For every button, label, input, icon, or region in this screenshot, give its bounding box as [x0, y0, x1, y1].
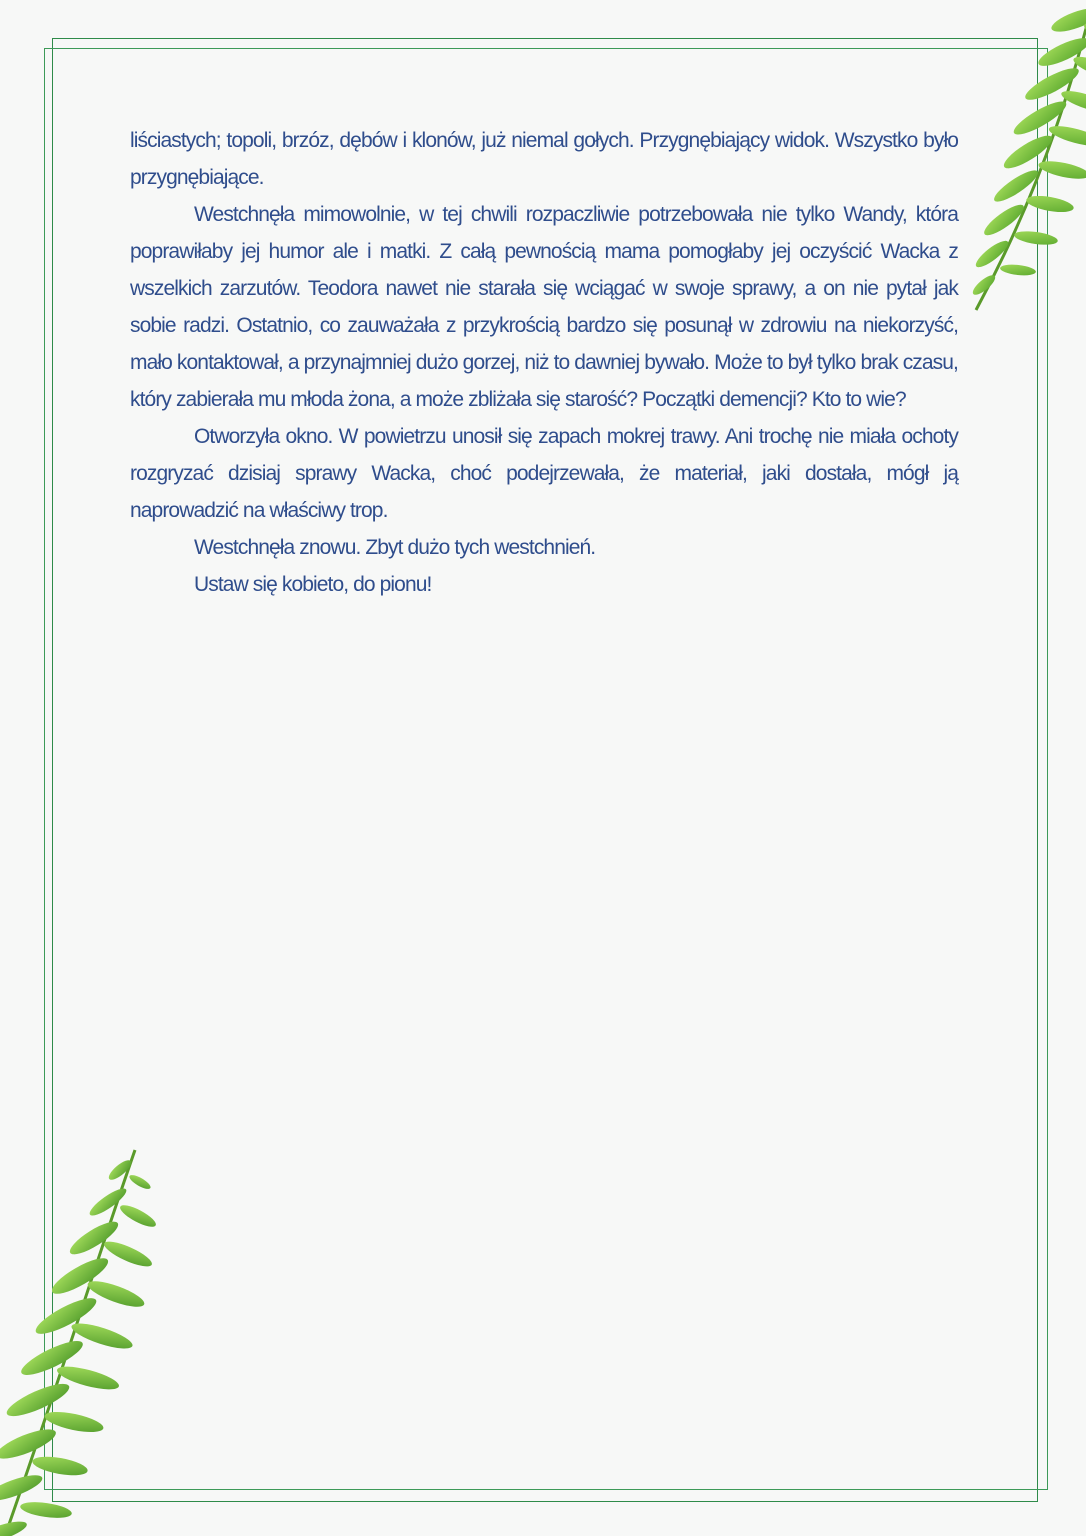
paragraph-2: Westchnęła mimowolnie, w tej chwili rozpaczliwie potrzebowała nie tylko Wandy, która poprawiłaby jej humor ale i matki. Z całą pewnością mama pomogłaby jej oczyścić Wacka z wszelkich zarzutów. Teodora nawet nie starała się wciągać w swoje sprawy, a on nie pytał jak sobie radzi. Ostatnio, co zauważała z przykrością bardzo się posunął w zdrowiu na niekorzyść, mało kontaktował, a przynajmniej dużo gorzej, niż to dawniej bywało. Może to był tylko brak czasu, który zabierała mu młoda żona, a może zbliżała się starość? Początki demencji? Kto to wie? — [130, 203, 958, 411]
story-text — [130, 122, 958, 603]
paragraph-3: Otworzyła okno. W powietrzu unosił się zapach mokrej trawy. Ani trochę nie miała ochoty rozgryzać dzisiaj sprawy Wacka, choć podejrzewała, że materiał, jaki dostała, mógł ją naprowadzić na właściwy trop. — [130, 425, 958, 522]
paragraph-1: liściastych; topoli, brzóz, dębów i klonów, już niemal gołych. Przygnębiający widok. Wszystko było przygnębiające. — [130, 129, 958, 189]
paragraph-5: Ustaw się kobieto, do pionu! — [194, 573, 432, 596]
paragraph-4: Westchnęła znowu. Zbyt dużo tych westchnień. — [194, 536, 596, 559]
